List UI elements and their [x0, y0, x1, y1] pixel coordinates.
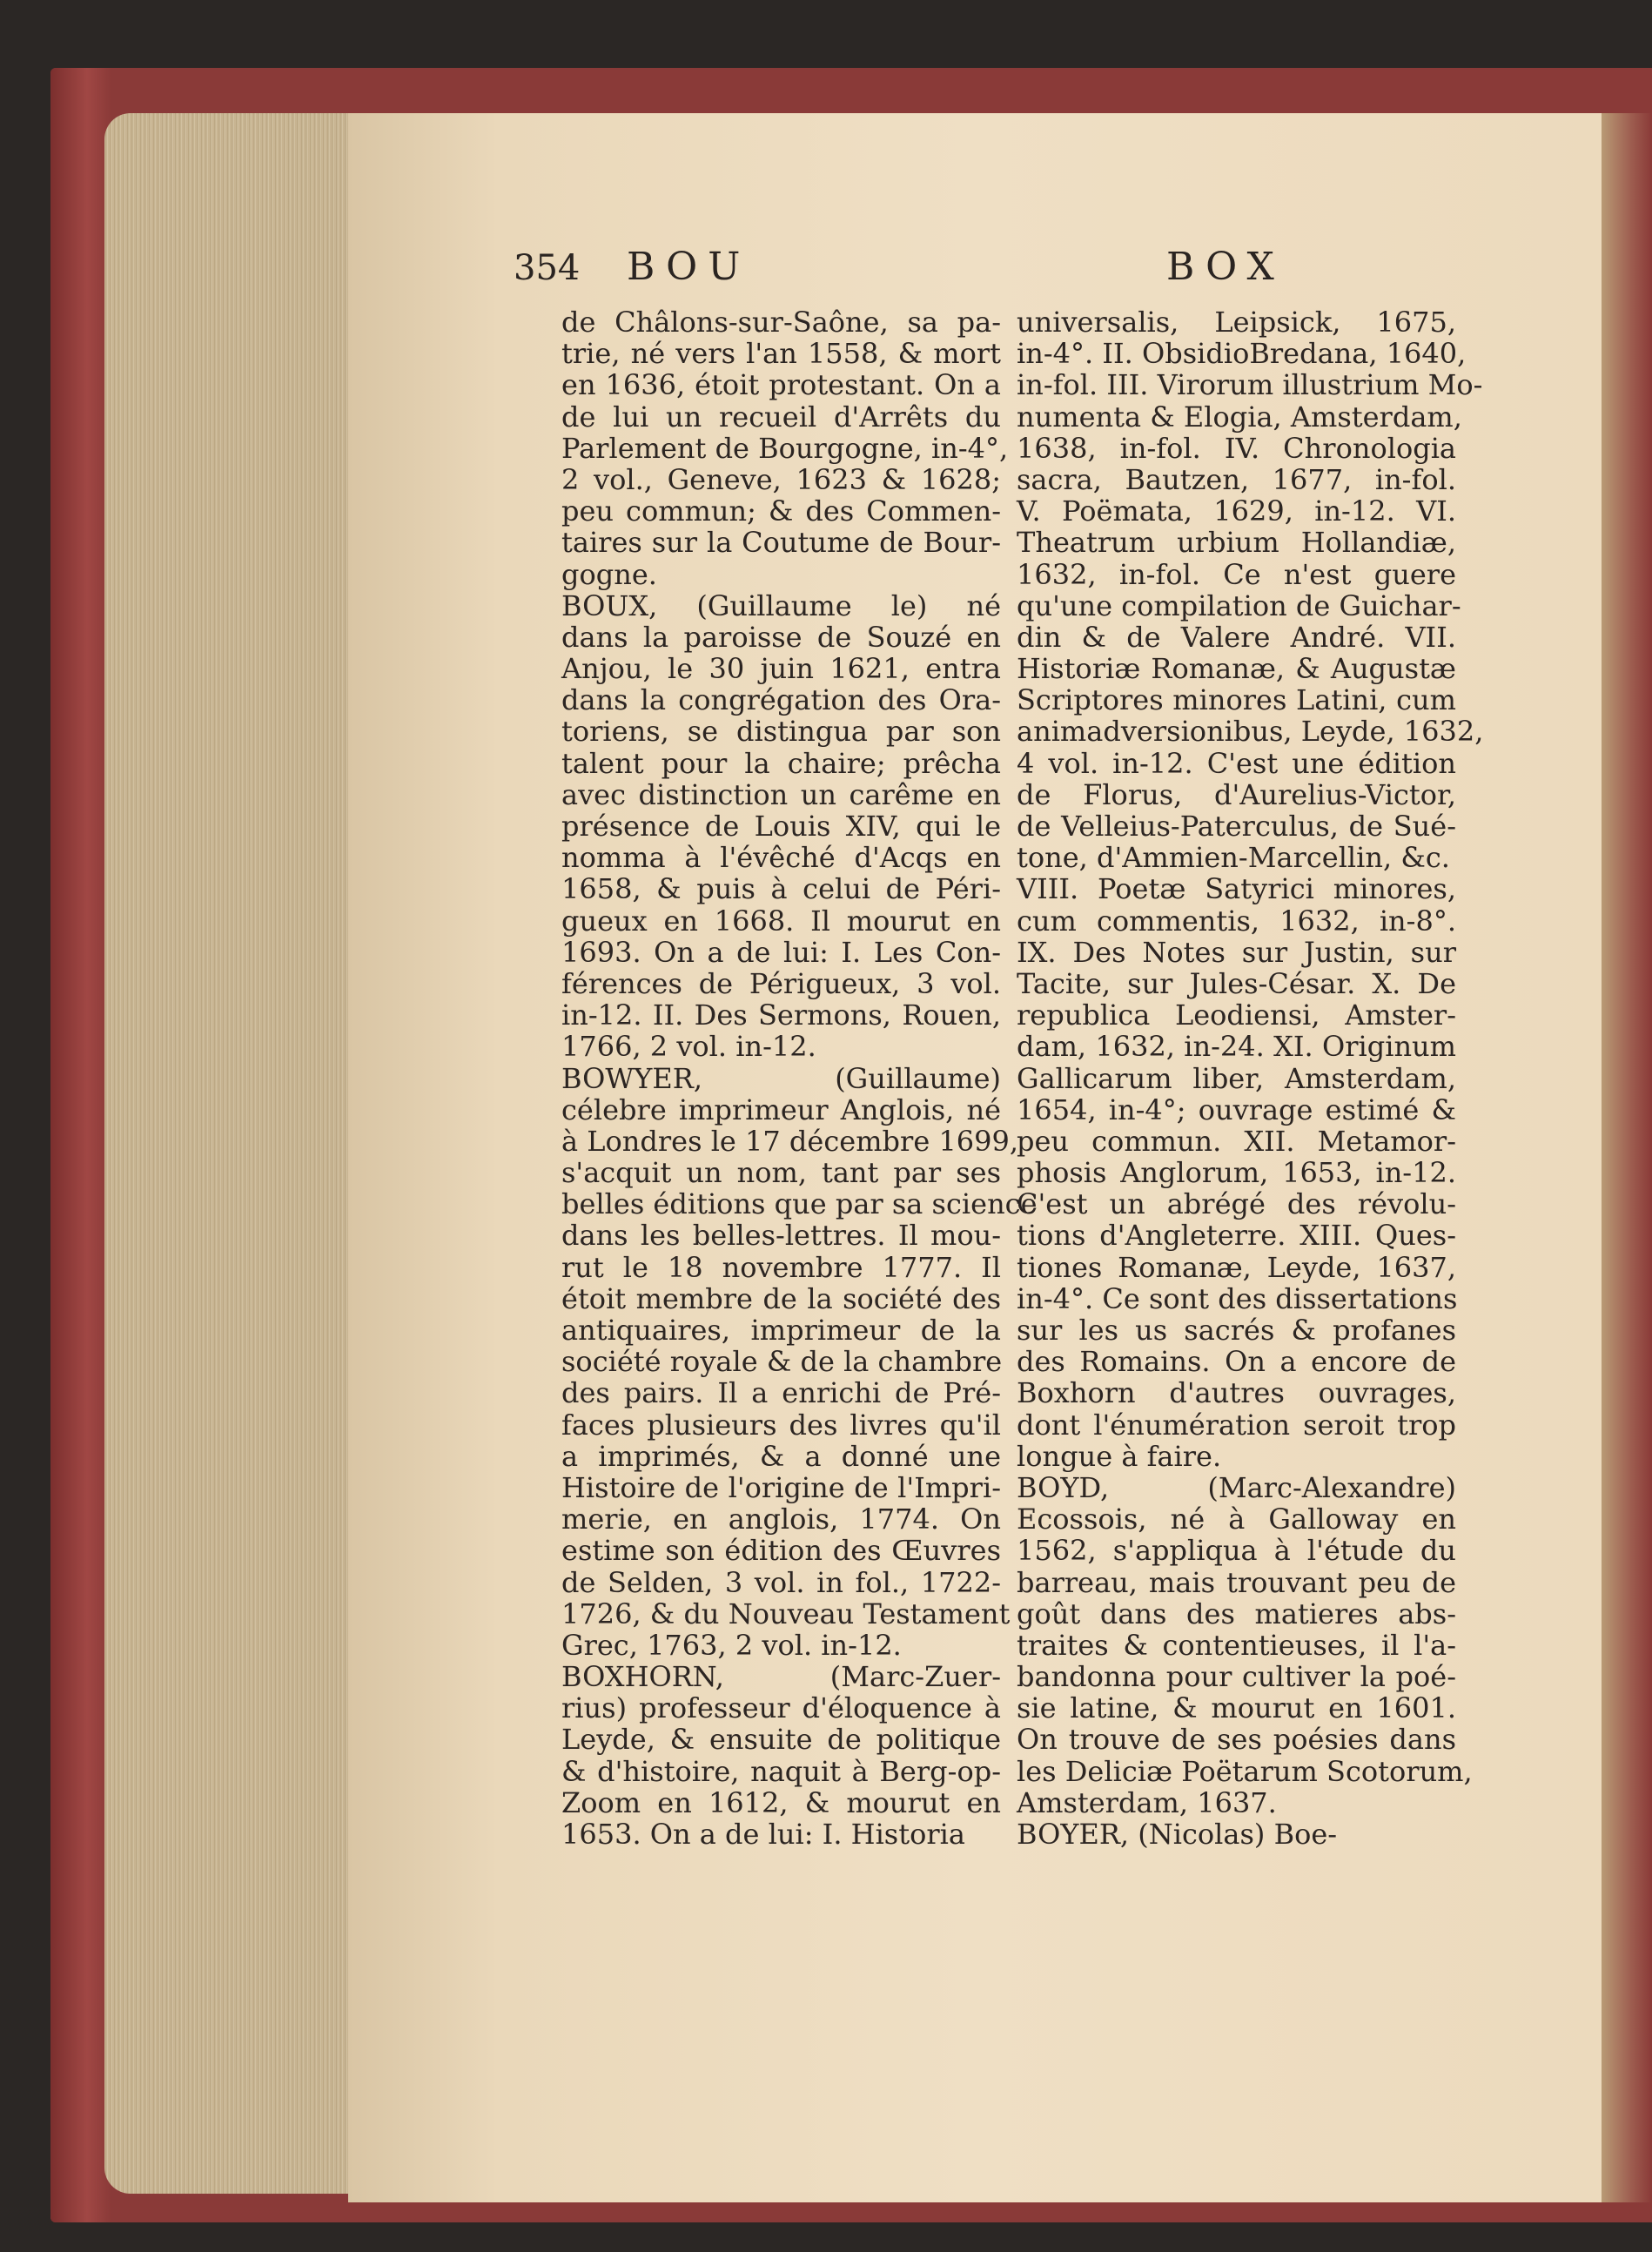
- text-line: universalis, Leipsick, 1675,: [1017, 306, 1456, 339]
- text-line: 1638, in-fol. IV. Chronologia: [1017, 431, 1456, 465]
- text-line: Tacite, sur Jules-César. X. De: [1017, 966, 1456, 1000]
- text-line: Amsterdam, 1637.: [1017, 1785, 1277, 1819]
- text-line: sacra, Bautzen, 1677, in-fol.: [1017, 462, 1456, 496]
- text-line: dont l'énumération seroit trop: [1017, 1408, 1456, 1442]
- text-line: en 1636, étoit protestant. On a: [561, 368, 1001, 402]
- text-line: BOUX, (Guillaume le) né: [561, 588, 1001, 622]
- text-line: présence de Louis XIV, qui le: [561, 810, 1001, 843]
- text-line: gogne.: [561, 557, 657, 591]
- text-line: tiones Romanæ, Leyde, 1637,: [1017, 1250, 1456, 1284]
- text-line: in-12. II. Des Sermons, Rouen,: [561, 998, 1001, 1032]
- running-head-right: BOX: [1166, 245, 1285, 289]
- page-edges: [104, 113, 348, 2194]
- text-line: toriens, se distingua par son: [561, 715, 1001, 749]
- text-line: 1653. On a de lui: I. Historia: [561, 1818, 965, 1851]
- text-line: sur les us sacrés & profanes: [1017, 1314, 1456, 1347]
- text-line: animadversionibus, Leyde, 1632,: [1017, 715, 1484, 749]
- text-line: estime son édition des Œuvres: [561, 1534, 1001, 1568]
- text-line: les Deliciæ Poëtarum Scotorum,: [1017, 1754, 1473, 1788]
- text-line: tions d'Angleterre. XIII. Ques-: [1017, 1219, 1456, 1253]
- text-line: dans les belles-lettres. Il mou-: [561, 1219, 1001, 1253]
- text-line: republica Leodiensi, Amster-: [1017, 998, 1456, 1032]
- text-line: Zoom en 1612, & mourut en: [561, 1785, 1001, 1819]
- text-line: IX. Des Notes sur Justin, sur: [1017, 935, 1456, 969]
- left-column: [561, 306, 1038, 1851]
- text-line: longue à faire.: [1017, 1439, 1222, 1473]
- text-line: in-4°. Ce sont des dissertations: [1017, 1281, 1458, 1315]
- text-line: cum commentis, 1632, in-8°.: [1017, 904, 1456, 938]
- text-line: numenta & Elogia, Amsterdam,: [1017, 400, 1462, 434]
- text-line: belles éditions que par sa science: [561, 1187, 1038, 1221]
- text-line: On trouve de ses poésies dans: [1017, 1723, 1456, 1757]
- running-head-left: BOU: [627, 245, 751, 289]
- text-line: 1693. On a de lui: I. Les Con-: [561, 935, 1001, 969]
- text-line: BOYD, (Marc-Alexandre): [1017, 1470, 1456, 1504]
- text-line: 1562, s'appliqua à l'étude du: [1017, 1534, 1456, 1568]
- text-line: férences de Périgueux, 3 vol.: [561, 966, 1001, 1000]
- text-line: des Romains. On a encore de: [1017, 1345, 1456, 1379]
- next-page-edge: [1602, 113, 1652, 2202]
- text-line: 2 vol., Geneve, 1623 & 1628;: [561, 462, 1001, 496]
- text-line: rut le 18 novembre 1777. Il: [561, 1250, 1001, 1284]
- text-line: C'est un abrégé des révolu-: [1017, 1187, 1456, 1221]
- text-line: Leyde, & ensuite de politique: [561, 1723, 1001, 1757]
- text-line: des pairs. Il a enrichi de Pré-: [561, 1376, 1001, 1410]
- text-line: Gallicarum liber, Amsterdam,: [1017, 1061, 1456, 1095]
- text-line: VIII. Poetæ Satyrici minores,: [1017, 872, 1456, 906]
- text-line: BOXHORN, (Marc-Zuer-: [561, 1660, 1001, 1694]
- text-line: Parlement de Bourgogne, in-4°,: [561, 431, 1009, 465]
- text-line: dans la congrégation des Ora-: [561, 683, 1001, 717]
- page-header: [514, 245, 1454, 292]
- text-line: faces plusieurs des livres qu'il: [561, 1408, 1001, 1442]
- text-line: Ecossois, né à Galloway en: [1017, 1502, 1456, 1536]
- text-line: & d'histoire, naquit à Berg-op-: [561, 1754, 1001, 1788]
- text-line: a imprimés, & a donné une: [561, 1439, 1001, 1473]
- text-line: barreau, mais trouvant peu de: [1017, 1565, 1456, 1599]
- text-line: avec distinction un carême en: [561, 777, 1001, 811]
- text-line: 1726, & du Nouveau Testament: [561, 1597, 1011, 1630]
- text-line: étoit membre de la société des: [561, 1281, 1001, 1315]
- text-line: à Londres le 17 décembre 1699,: [561, 1124, 1019, 1158]
- text-line: 1654, in-4°; ouvrage estimé &: [1017, 1092, 1456, 1126]
- text-line: célebre imprimeur Anglois, né: [561, 1092, 1001, 1126]
- text-line: bandonna pour cultiver la poé-: [1017, 1660, 1456, 1694]
- text-line: Boxhorn d'autres ouvrages,: [1017, 1376, 1456, 1410]
- text-line: sie latine, & mourut en 1601.: [1017, 1691, 1456, 1725]
- text-line: 4 vol. in-12. C'est une édition: [1017, 746, 1456, 780]
- text-line: V. Poëmata, 1629, in-12. VI.: [1017, 494, 1456, 528]
- text-line: phosis Anglorum, 1653, in-12.: [1017, 1156, 1456, 1190]
- text-line: Historiæ Romanæ, & Augustæ: [1017, 652, 1456, 686]
- text-line: trie, né vers l'an 1558, & mort: [561, 337, 1001, 371]
- text-line: in-fol. III. Virorum illustrium Mo-: [1017, 368, 1483, 402]
- text-line: BOYER, (Nicolas) Boe-: [1017, 1818, 1338, 1851]
- page-number: 354: [514, 248, 581, 288]
- text-line: Scriptores minores Latini, cum: [1017, 683, 1456, 717]
- text-line: 1658, & puis à celui de Péri-: [561, 872, 1001, 906]
- text-line: in-4°. II. ObsidioBredana, 1640,: [1017, 337, 1467, 371]
- text-line: goût dans des matieres abs-: [1017, 1597, 1456, 1630]
- text-line: antiquaires, imprimeur de la: [561, 1314, 1001, 1347]
- text-line: BOWYER, (Guillaume): [561, 1061, 1001, 1095]
- text-line: peu commun. XII. Metamor-: [1017, 1124, 1456, 1158]
- text-line: s'acquit un nom, tant par ses: [561, 1156, 1001, 1190]
- text-line: dam, 1632, in-24. XI. Originum: [1017, 1030, 1456, 1064]
- text-line: Histoire de l'origine de l'Impri-: [561, 1470, 1001, 1504]
- text-line: Anjou, le 30 juin 1621, entra: [561, 652, 1001, 686]
- text-line: qu'une compilation de Guichar-: [1017, 588, 1461, 622]
- text-line: société royale & de la chambre: [561, 1345, 1003, 1379]
- text-line: de lui un recueil d'Arrêts du: [561, 400, 1001, 434]
- book-spine-edge: [50, 68, 111, 2222]
- text-line: Theatrum urbium Hollandiæ,: [1017, 526, 1456, 560]
- text-line: 1766, 2 vol. in-12.: [561, 1030, 816, 1064]
- text-line: merie, en anglois, 1774. On: [561, 1502, 1001, 1536]
- text-line: dans la paroisse de Souzé en: [561, 620, 1001, 654]
- text-line: traites & contentieuses, il l'a-: [1017, 1628, 1456, 1662]
- text-line: 1632, in-fol. Ce n'est guere: [1017, 557, 1456, 591]
- text-line: gueux en 1668. Il mourut en: [561, 904, 1001, 938]
- text-line: tone, d'Ammien-Marcellin, &c.: [1017, 841, 1450, 875]
- text-line: de Florus, d'Aurelius-Victor,: [1017, 777, 1456, 811]
- text-line: taires sur la Coutume de Bour-: [561, 526, 1001, 560]
- text-line: Grec, 1763, 2 vol. in-12.: [561, 1628, 902, 1662]
- text-line: nomma à l'évêché d'Acqs en: [561, 841, 1001, 875]
- text-line: rius) professeur d'éloquence à: [561, 1691, 1001, 1725]
- right-column: [1017, 306, 1484, 1851]
- text-line: de Selden, 3 vol. in fol., 1722-: [561, 1565, 1001, 1599]
- text-line: peu commun; & des Commen-: [561, 494, 1001, 528]
- text-line: de Velleius-Paterculus, de Sué-: [1017, 810, 1456, 843]
- text-line: de Châlons-sur-Saône, sa pa-: [561, 306, 1001, 339]
- text-line: talent pour la chaire; prêcha: [561, 746, 1001, 780]
- text-line: din & de Valere André. VII.: [1017, 620, 1456, 654]
